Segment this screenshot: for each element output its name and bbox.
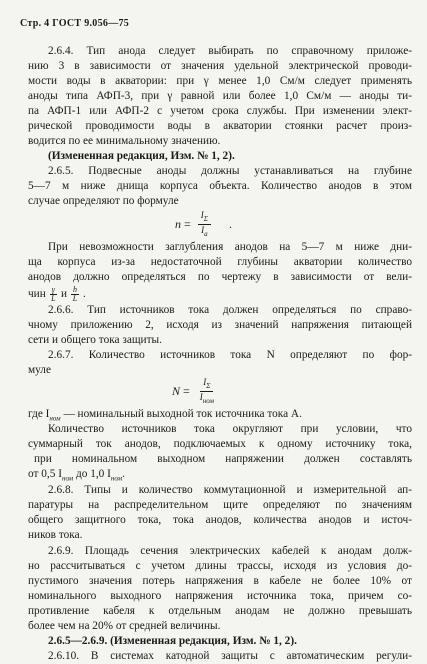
formula-fraction (198, 210, 211, 239)
text-fragment: от 0,5 I (28, 468, 62, 480)
text-line: 2.6.9. Площадь сечения электрических кабелей к анодам долж- (48, 545, 412, 557)
text-line: муле (28, 364, 51, 376)
text-line: пустимого значения потерь напряжения в кабеле не более 10% от (28, 575, 412, 587)
text-line: 2.6.10. В системах катодной защиты с автоматическим регули- (48, 650, 412, 662)
formula-num-sub: Σ (203, 214, 208, 223)
text-line: 2.6.4. Тип анода следует выбирать по справочному приложе- (48, 45, 412, 57)
text-line: Количество источников тока округляют при условии, что (48, 423, 412, 435)
text-line: суммарный ток анодов, подключаемых к одному источнику тока, (28, 438, 412, 450)
text-line: мости воды в акватории: при γ менее 1,0 См/м следует применять (28, 75, 412, 87)
text-line: ников тока. (28, 529, 83, 541)
text-fragment: где I (28, 408, 50, 420)
formula-eq: = (183, 383, 190, 398)
formula-end: . (228, 216, 232, 231)
formula-den-sub: ном (202, 396, 214, 405)
text-fragment: чин (28, 288, 46, 300)
formula-eq: = (184, 216, 191, 231)
amendment-note: 2.6.5—2.6.9. (Измененная редакция, Изм. № 1, 2). (48, 635, 297, 647)
text-sub: ном (110, 474, 123, 483)
text-line: чному приложению 2, исходя из значений напряжения питающей (28, 319, 412, 331)
formula-lhs: n (175, 216, 181, 231)
ratio-den: L (51, 294, 56, 303)
text-line: 2.6.5. Подвесные аноды должны устанавливаться на глубине (48, 165, 412, 177)
amendment-note: (Измененная редакция, Изм. № 1, 2). (48, 150, 235, 162)
formula-den-sub: а (204, 229, 208, 238)
formula-den: I (199, 391, 203, 402)
ratio-num: h (72, 285, 77, 294)
ratio-num: γ (51, 285, 55, 294)
text-line: паратуры на распределительном щите определяют по значениям (28, 499, 412, 511)
text-line: случае определяют по формуле (28, 195, 179, 207)
ratio-den: L (72, 294, 78, 303)
formula-fraction (197, 377, 217, 406)
text-line: 5—7 м ниже днища корпуса объекта. Количество анодов в этом (28, 180, 412, 192)
page-header: Стр. 4 ГОСТ 9.056—75 (20, 18, 130, 29)
text-line: при номинальном выходном напряжении должен составлять (34, 453, 412, 465)
text-line: 2.6.8. Типы и количество коммутационной и измерительной ап- (48, 484, 412, 496)
text-line: рической проводимости воды в акватории стоянки расчет произ- (28, 120, 412, 132)
formula-lhs: N (172, 383, 181, 398)
text-line: сети и общего тока защиты. (28, 334, 162, 346)
text-line: нию 3 в зависимости от значения удельной электрической проводи- (28, 60, 412, 72)
sources-formula (172, 377, 221, 406)
text-line: водится по ее минимальному значению. (28, 135, 221, 147)
text-sub: ном (61, 474, 74, 483)
text-fragment: . (82, 288, 86, 300)
text-fragment: — номинальный выходной ток источника тока А. (63, 408, 302, 420)
text-line: 2.6.7. Количество источников тока N определяют по фор- (48, 349, 412, 361)
ratio-gamma-l (50, 286, 57, 303)
text-line: более чем на 20% от средней величины. (28, 620, 221, 632)
text-line: При невозможности заглубления анодов на 5—7 м ниже дни- (48, 241, 412, 253)
text-line: 2.6.6. Тип источников тока должен определяться по справо- (48, 304, 412, 316)
formula-num-sub: Σ (206, 381, 211, 390)
text-line: аноды типа АФП-3, при γ равной или более 1,0 См/м — аноды ти- (28, 90, 412, 102)
text-line: но рассчитываться с учетом длины трассы, исходя из условия до- (28, 560, 412, 572)
text-line: общего защитного тока, тока анодов, количества анодов и источ- (28, 514, 412, 526)
text-fragment: и (60, 288, 67, 300)
formula-num: I (203, 377, 207, 387)
text-sub: ном (49, 414, 61, 423)
text-line: па АФП-1 или АФП-2 с учетом срока службы. При изменении элект- (28, 105, 412, 117)
anodes-formula (175, 210, 232, 239)
formula-num: I (200, 210, 204, 220)
text-line: ща корпуса из-за недостаточной глубины акватории количество (28, 256, 412, 268)
text-fragment: до 1,0 I (73, 468, 111, 480)
formula-den: I (201, 224, 205, 235)
text-line: номинального выходного напряжения источника тока, причем со- (28, 590, 412, 602)
text-line: анодов должно определяться по чертежу в зависимости от вели- (28, 271, 412, 283)
text-line: противление кабеля к отдельным анодам не должно превышать (28, 605, 412, 617)
ratio-h-l (71, 286, 79, 303)
text-line-ratios (28, 286, 412, 303)
text-fragment: . (122, 468, 125, 480)
